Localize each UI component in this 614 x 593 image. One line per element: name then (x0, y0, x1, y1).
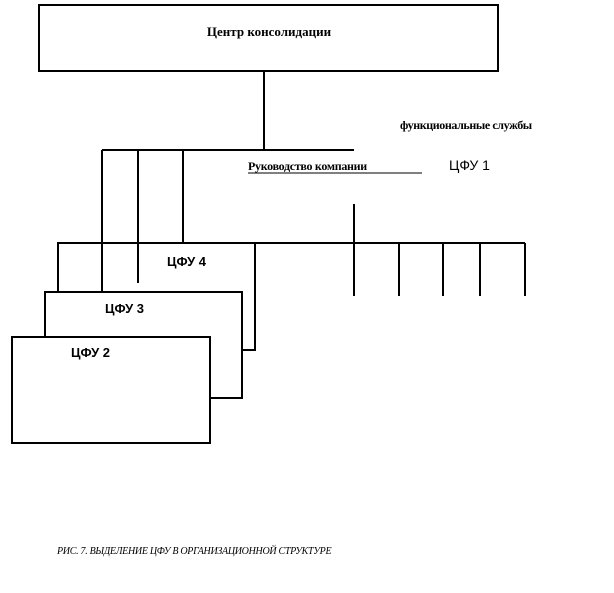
figure-caption: РИС. 7. ВЫДЕЛЕНИЕ ЦФУ В ОРГАНИЗАЦИОННОЙ СТРУКТУРЕ (57, 546, 332, 557)
cfu2-box (12, 337, 210, 443)
functional-services-label: функциональные службы (400, 118, 532, 132)
management-label: Руководство компании (248, 159, 367, 173)
cfu1-label: ЦФУ 1 (449, 157, 490, 173)
cfu2-label: ЦФУ 2 (71, 345, 111, 360)
cfu4-label: ЦФУ 4 (167, 254, 207, 269)
consolidation-center-label: Центр консолидации (206, 24, 332, 39)
cfu3-label: ЦФУ 3 (105, 301, 145, 316)
